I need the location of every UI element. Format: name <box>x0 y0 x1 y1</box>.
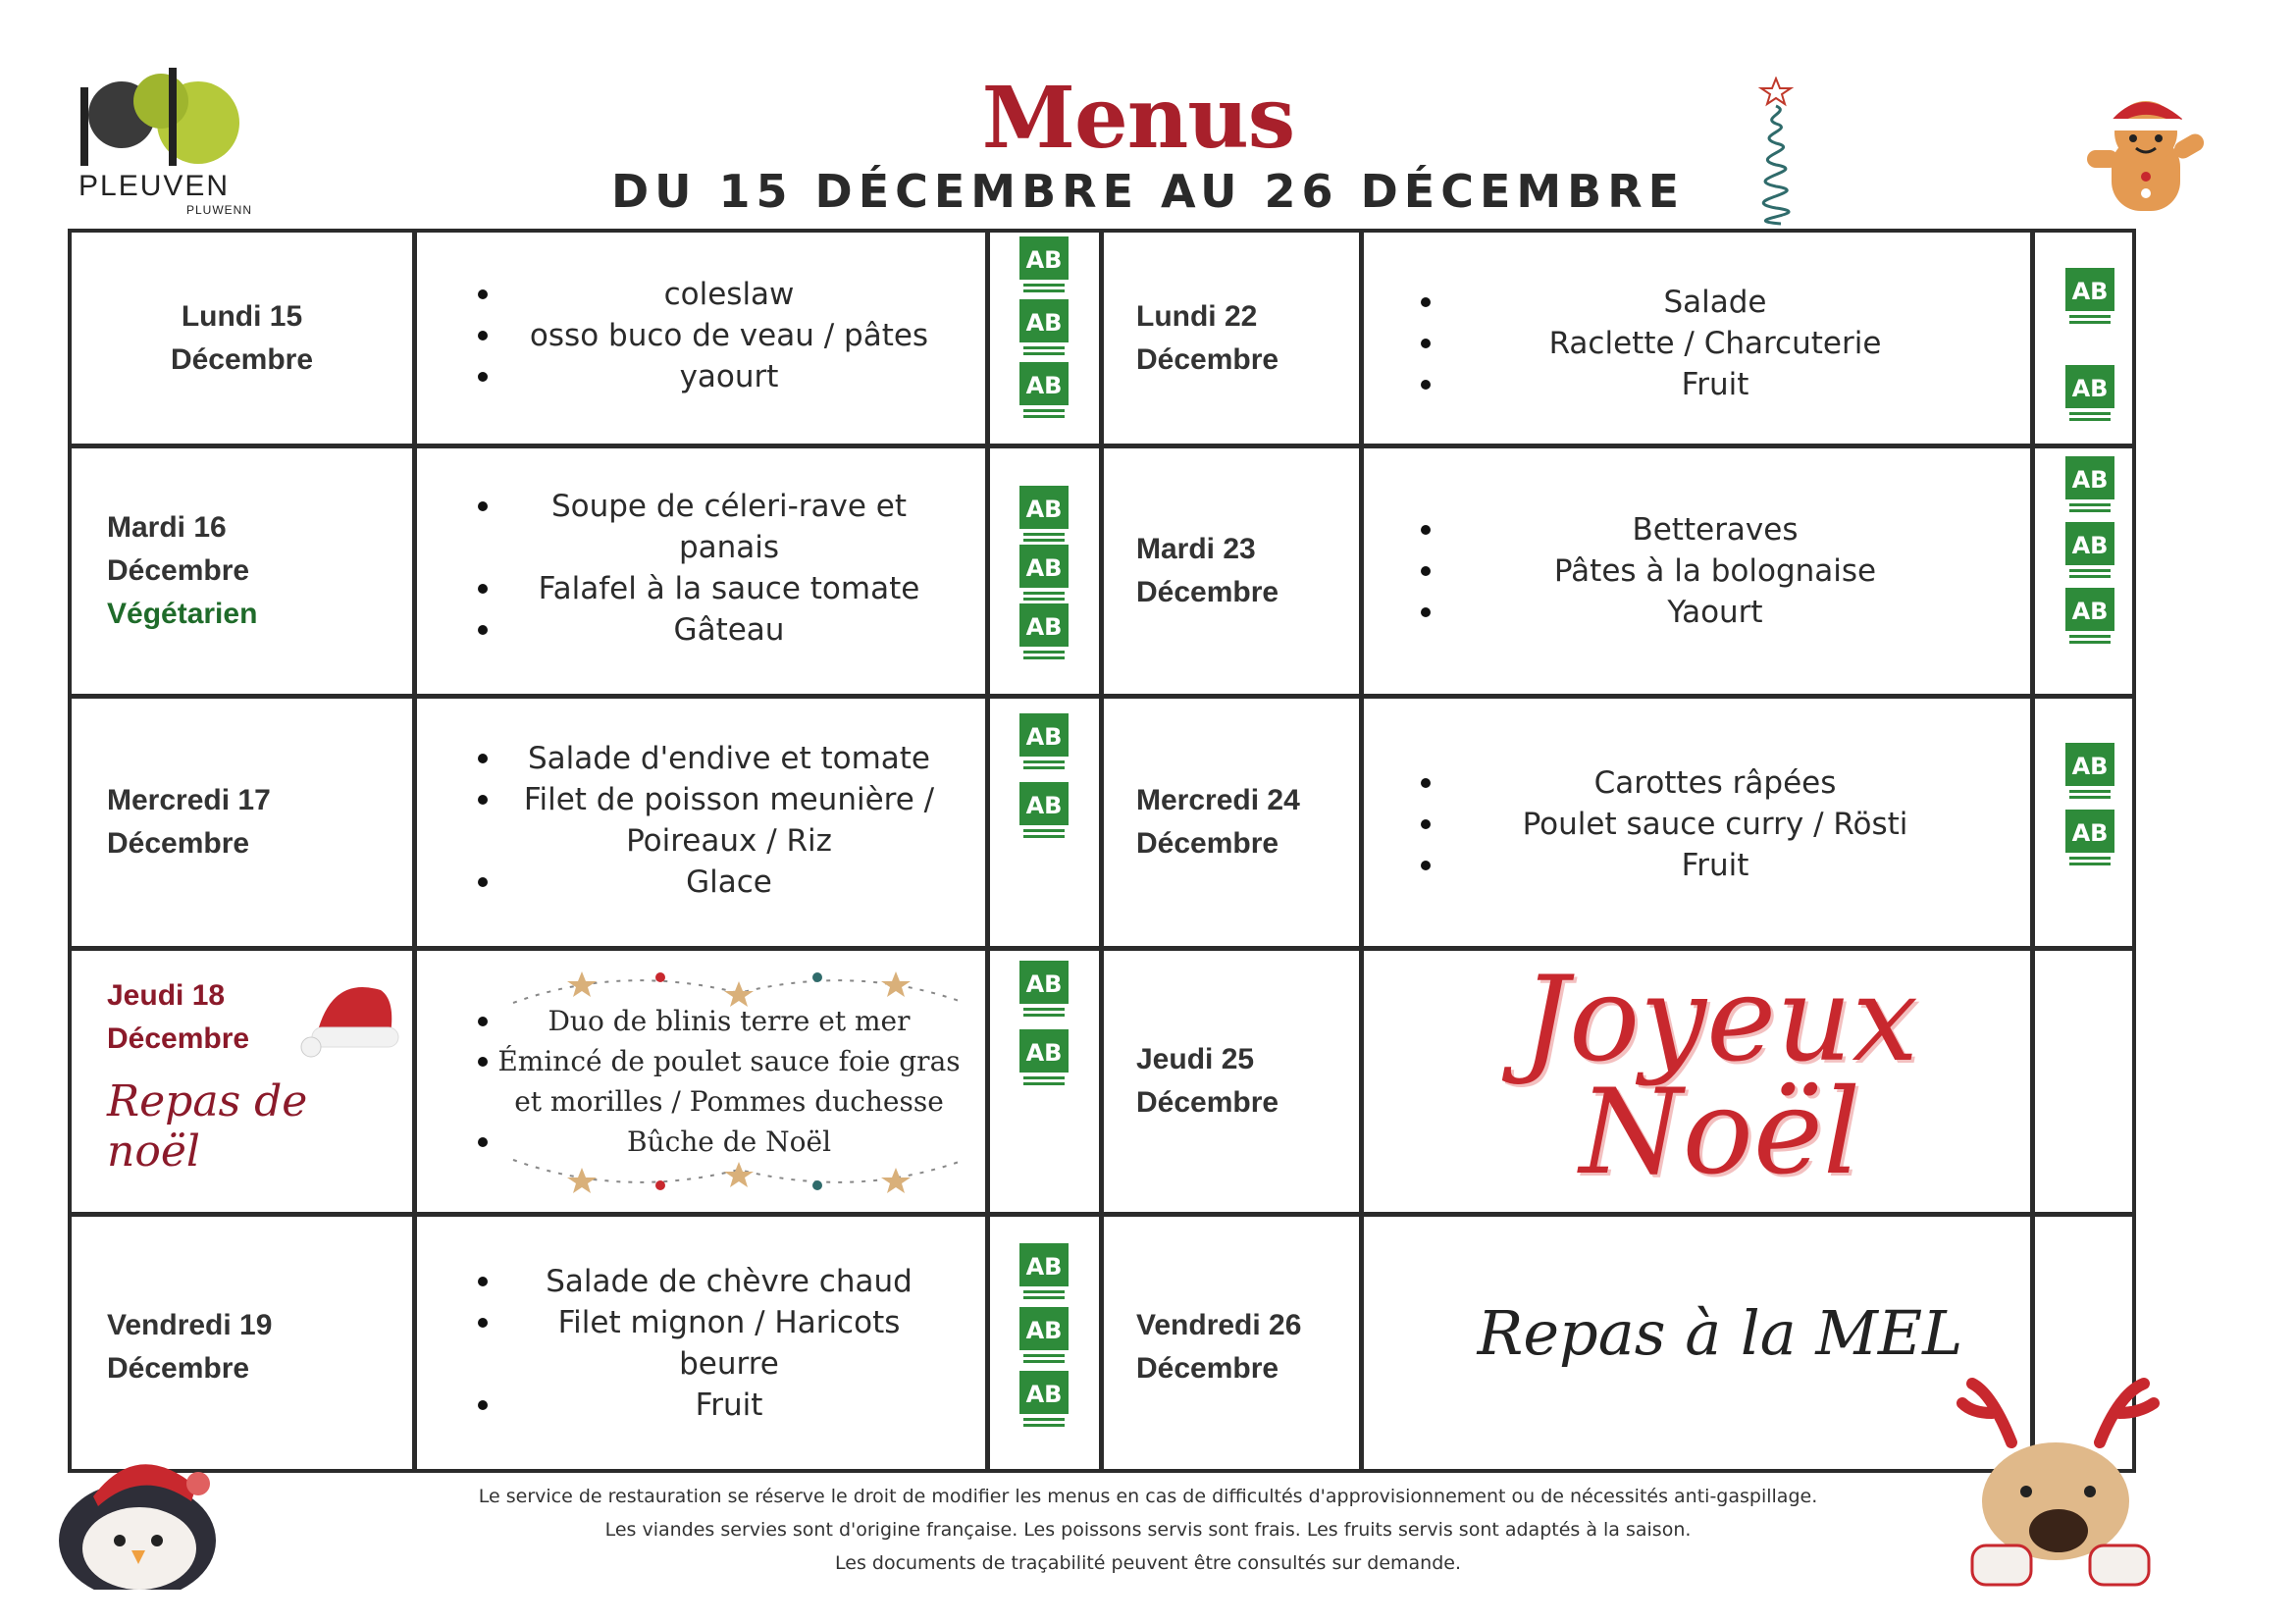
bullet <box>1421 525 1431 535</box>
organic-ab-icon <box>2065 743 2114 802</box>
svg-text:AB: AB <box>1025 246 1063 274</box>
menu-item: Gâteau <box>484 609 974 651</box>
menu-item: Yaourt <box>1421 592 2009 633</box>
organic-ab-icon <box>1019 713 1069 772</box>
footer-line: Le service de restauration se réserve le droit de modifier les menus en cas de difficultés d'approvisionnement ou de nécessités anti-gaspillage. <box>478 1486 1818 1507</box>
grid-line <box>2030 233 2035 1469</box>
bullet <box>478 1137 488 1147</box>
svg-text:AB: AB <box>1025 723 1063 751</box>
organic-ab-icon <box>1019 782 1069 841</box>
day-label: Jeudi 25 <box>1136 1043 1255 1075</box>
menu-item: Soupe de céleri-rave et panais <box>484 486 974 568</box>
bullet <box>1421 297 1431 307</box>
svg-text:AB: AB <box>2071 532 2109 559</box>
footer-line: Les viandes servies sont d'origine française. Les poissons servis sont frais. Les fruits servis sont adaptés à la saison. <box>604 1519 1692 1541</box>
month-label: Décembre <box>107 1022 250 1055</box>
day-cell-thursday-25 <box>1136 951 1357 1212</box>
menu-item: yaourt <box>484 356 974 397</box>
menu-list-thursday-18 <box>484 1001 974 1162</box>
month-label: Décembre <box>1136 1351 1279 1385</box>
christmas-tree-icon <box>1722 77 1830 229</box>
page-title: Menus <box>981 69 1295 168</box>
menu-item: Filet de poisson meunière / Poireaux / Riz <box>484 779 974 862</box>
svg-text:AB: AB <box>2071 598 2109 625</box>
logo-text: PLEUVEN <box>78 170 231 202</box>
organic-ab-icon <box>1019 961 1069 1020</box>
month-label: Décembre <box>170 342 314 376</box>
month-label: Décembre <box>107 827 250 860</box>
menu-item: Salade <box>1421 282 2009 323</box>
penguin-icon <box>49 1442 235 1590</box>
greeting-line-2: Noël <box>1579 1065 1861 1201</box>
svg-text:AB: AB <box>2071 753 2109 780</box>
menu-item: Glace <box>484 862 974 903</box>
bullet <box>478 1277 488 1286</box>
month-label: Décembre <box>1136 576 1279 608</box>
garland-bottom <box>503 1140 974 1199</box>
bullet <box>478 1318 488 1328</box>
organic-ab-icon <box>1019 603 1069 662</box>
menu-item: Poulet sauce curry / Rösti <box>1421 804 2009 845</box>
footer-notes <box>294 1480 2002 1580</box>
menu-list-monday-22 <box>1421 282 2009 405</box>
organic-ab-icon <box>2065 588 2114 647</box>
day-cell-monday-15 <box>72 233 412 444</box>
gingerbread-icon <box>2082 83 2210 226</box>
day-cell-friday-26 <box>1136 1217 1357 1477</box>
menu-list-friday-19 <box>484 1261 974 1426</box>
day-label: Jeudi 18 <box>107 979 226 1012</box>
menu-item: Salade de chèvre chaud <box>484 1261 974 1302</box>
mel-meal-note: Repas à la MEL <box>1477 1297 1963 1369</box>
svg-text:AB: AB <box>1025 1381 1063 1408</box>
menu-item: Falafel à la sauce tomate <box>484 568 974 609</box>
bullet <box>478 1400 488 1410</box>
menu-item: Fruit <box>484 1385 974 1426</box>
svg-text:AB: AB <box>1025 309 1063 337</box>
svg-text:AB: AB <box>1025 496 1063 523</box>
day-label: Mardi 16 <box>107 511 227 544</box>
menu-item: Carottes râpées <box>1421 762 2009 804</box>
santa-hat-icon <box>297 970 405 1059</box>
bullet <box>1421 339 1431 348</box>
organic-ab-icon <box>2065 522 2114 581</box>
svg-text:AB: AB <box>2071 278 2109 305</box>
organic-ab-icon <box>1019 299 1069 358</box>
svg-text:AB: AB <box>2071 819 2109 847</box>
grid-line <box>1099 233 1104 1469</box>
menu-item: Betteraves <box>1421 509 2009 550</box>
bullet <box>478 1057 488 1067</box>
day-cell-wednesday-17 <box>107 699 401 946</box>
menu-list-tuesday-23 <box>1421 509 2009 633</box>
organic-ab-icon <box>2065 810 2114 868</box>
svg-text:AB: AB <box>1025 372 1063 399</box>
grid-line <box>72 946 2132 951</box>
day-label: Mercredi 24 <box>1136 784 1300 816</box>
bullet <box>478 877 488 887</box>
page-subtitle: DU 15 DÉCEMBRE AU 26 DÉCEMBRE <box>610 165 1686 218</box>
grid-line <box>1359 233 1364 1469</box>
day-label: Lundi 22 <box>1136 299 1258 333</box>
grid-line <box>985 233 990 1469</box>
organic-ab-icon <box>1019 1307 1069 1366</box>
organic-ab-icon <box>1019 545 1069 603</box>
bullet <box>1421 819 1431 829</box>
svg-text:AB: AB <box>1025 1317 1063 1344</box>
christmas-meal-label: Repas de noël <box>107 1076 308 1177</box>
bullet <box>478 625 488 635</box>
svg-text:AB: AB <box>1025 554 1063 582</box>
menu-list-wednesday-24 <box>1421 762 2009 886</box>
menu-list-tuesday-16 <box>484 486 974 651</box>
day-cell-monday-22 <box>1136 233 1357 444</box>
footer-line: Les documents de traçabilité peuvent être consultés sur demande. <box>835 1552 1461 1574</box>
menu-grid <box>68 229 2136 1473</box>
menu-item: osso buco de veau / pâtes <box>484 315 974 356</box>
organic-ab-icon <box>2065 268 2114 327</box>
bullet <box>478 754 488 763</box>
organic-ab-icon <box>2065 456 2114 515</box>
day-label: Vendredi 19 <box>107 1308 273 1341</box>
menu-item: Duo de blinis terre et mer <box>484 1001 974 1041</box>
organic-ab-icon <box>2065 365 2114 424</box>
svg-text:AB: AB <box>2071 466 2109 494</box>
day-cell-friday-19 <box>107 1217 401 1477</box>
month-label: Décembre <box>107 554 250 587</box>
menu-item: Émincé de poulet sauce foie gras et morilles / Pommes duchesse <box>484 1041 974 1122</box>
menu-item: Raclette / Charcuterie <box>1421 323 2009 364</box>
bullet <box>1421 607 1431 617</box>
menu-item: Fruit <box>1421 845 2009 886</box>
bullet <box>478 795 488 805</box>
day-label: Lundi 15 <box>181 299 303 333</box>
organic-ab-icon <box>1019 1371 1069 1430</box>
svg-text:AB: AB <box>1025 613 1063 641</box>
grid-line <box>412 233 417 1469</box>
menu-item: Salade d'endive et tomate <box>484 738 974 779</box>
organic-ab-icon <box>1019 362 1069 421</box>
organic-ab-icon <box>1019 236 1069 295</box>
menu-item: coleslaw <box>484 274 974 315</box>
bullet <box>478 289 488 299</box>
greeting-line-1: Joyeux <box>1521 952 1919 1088</box>
day-label: Mercredi 17 <box>107 784 271 816</box>
svg-text:AB: AB <box>1025 970 1063 998</box>
menu-item: Bûche de Noël <box>484 1122 974 1162</box>
pleuven-logo <box>71 54 257 226</box>
bullet <box>478 331 488 340</box>
bullet <box>478 501 488 511</box>
day-cell-tuesday-16 <box>107 448 401 694</box>
vegetarian-label: Végétarien <box>107 598 258 630</box>
bullet <box>478 584 488 594</box>
bullet <box>478 372 488 382</box>
menu-item: Pâtes à la bolognaise <box>1421 550 2009 592</box>
svg-text:AB: AB <box>1025 1253 1063 1281</box>
logo-subtext: PLUWENN <box>186 203 253 217</box>
month-label: Décembre <box>1136 827 1279 860</box>
bullet <box>1421 861 1431 870</box>
bullet <box>1421 778 1431 788</box>
month-label: Décembre <box>1136 1086 1279 1119</box>
menu-item: Filet mignon / Haricots beurre <box>484 1302 974 1385</box>
menu-list-wednesday-17 <box>484 738 974 903</box>
svg-text:AB: AB <box>1025 792 1063 819</box>
bullet <box>1421 566 1431 576</box>
day-cell-tuesday-23 <box>1136 448 1357 694</box>
month-label: Décembre <box>1136 342 1279 376</box>
bullet <box>1421 380 1431 390</box>
month-label: Décembre <box>107 1351 250 1385</box>
organic-ab-icon <box>1019 1029 1069 1088</box>
day-label: Vendredi 26 <box>1136 1308 1302 1341</box>
organic-ab-icon <box>1019 486 1069 545</box>
day-cell-wednesday-24 <box>1136 699 1357 946</box>
menu-item: Fruit <box>1421 364 2009 405</box>
organic-ab-icon <box>1019 1243 1069 1302</box>
day-label: Mardi 23 <box>1136 533 1256 565</box>
svg-text:AB: AB <box>1025 1039 1063 1067</box>
svg-text:AB: AB <box>2071 375 2109 402</box>
menu-list-monday-15 <box>484 274 974 397</box>
bullet <box>478 1017 488 1026</box>
joyeux-noel-greeting <box>1426 952 2014 1201</box>
